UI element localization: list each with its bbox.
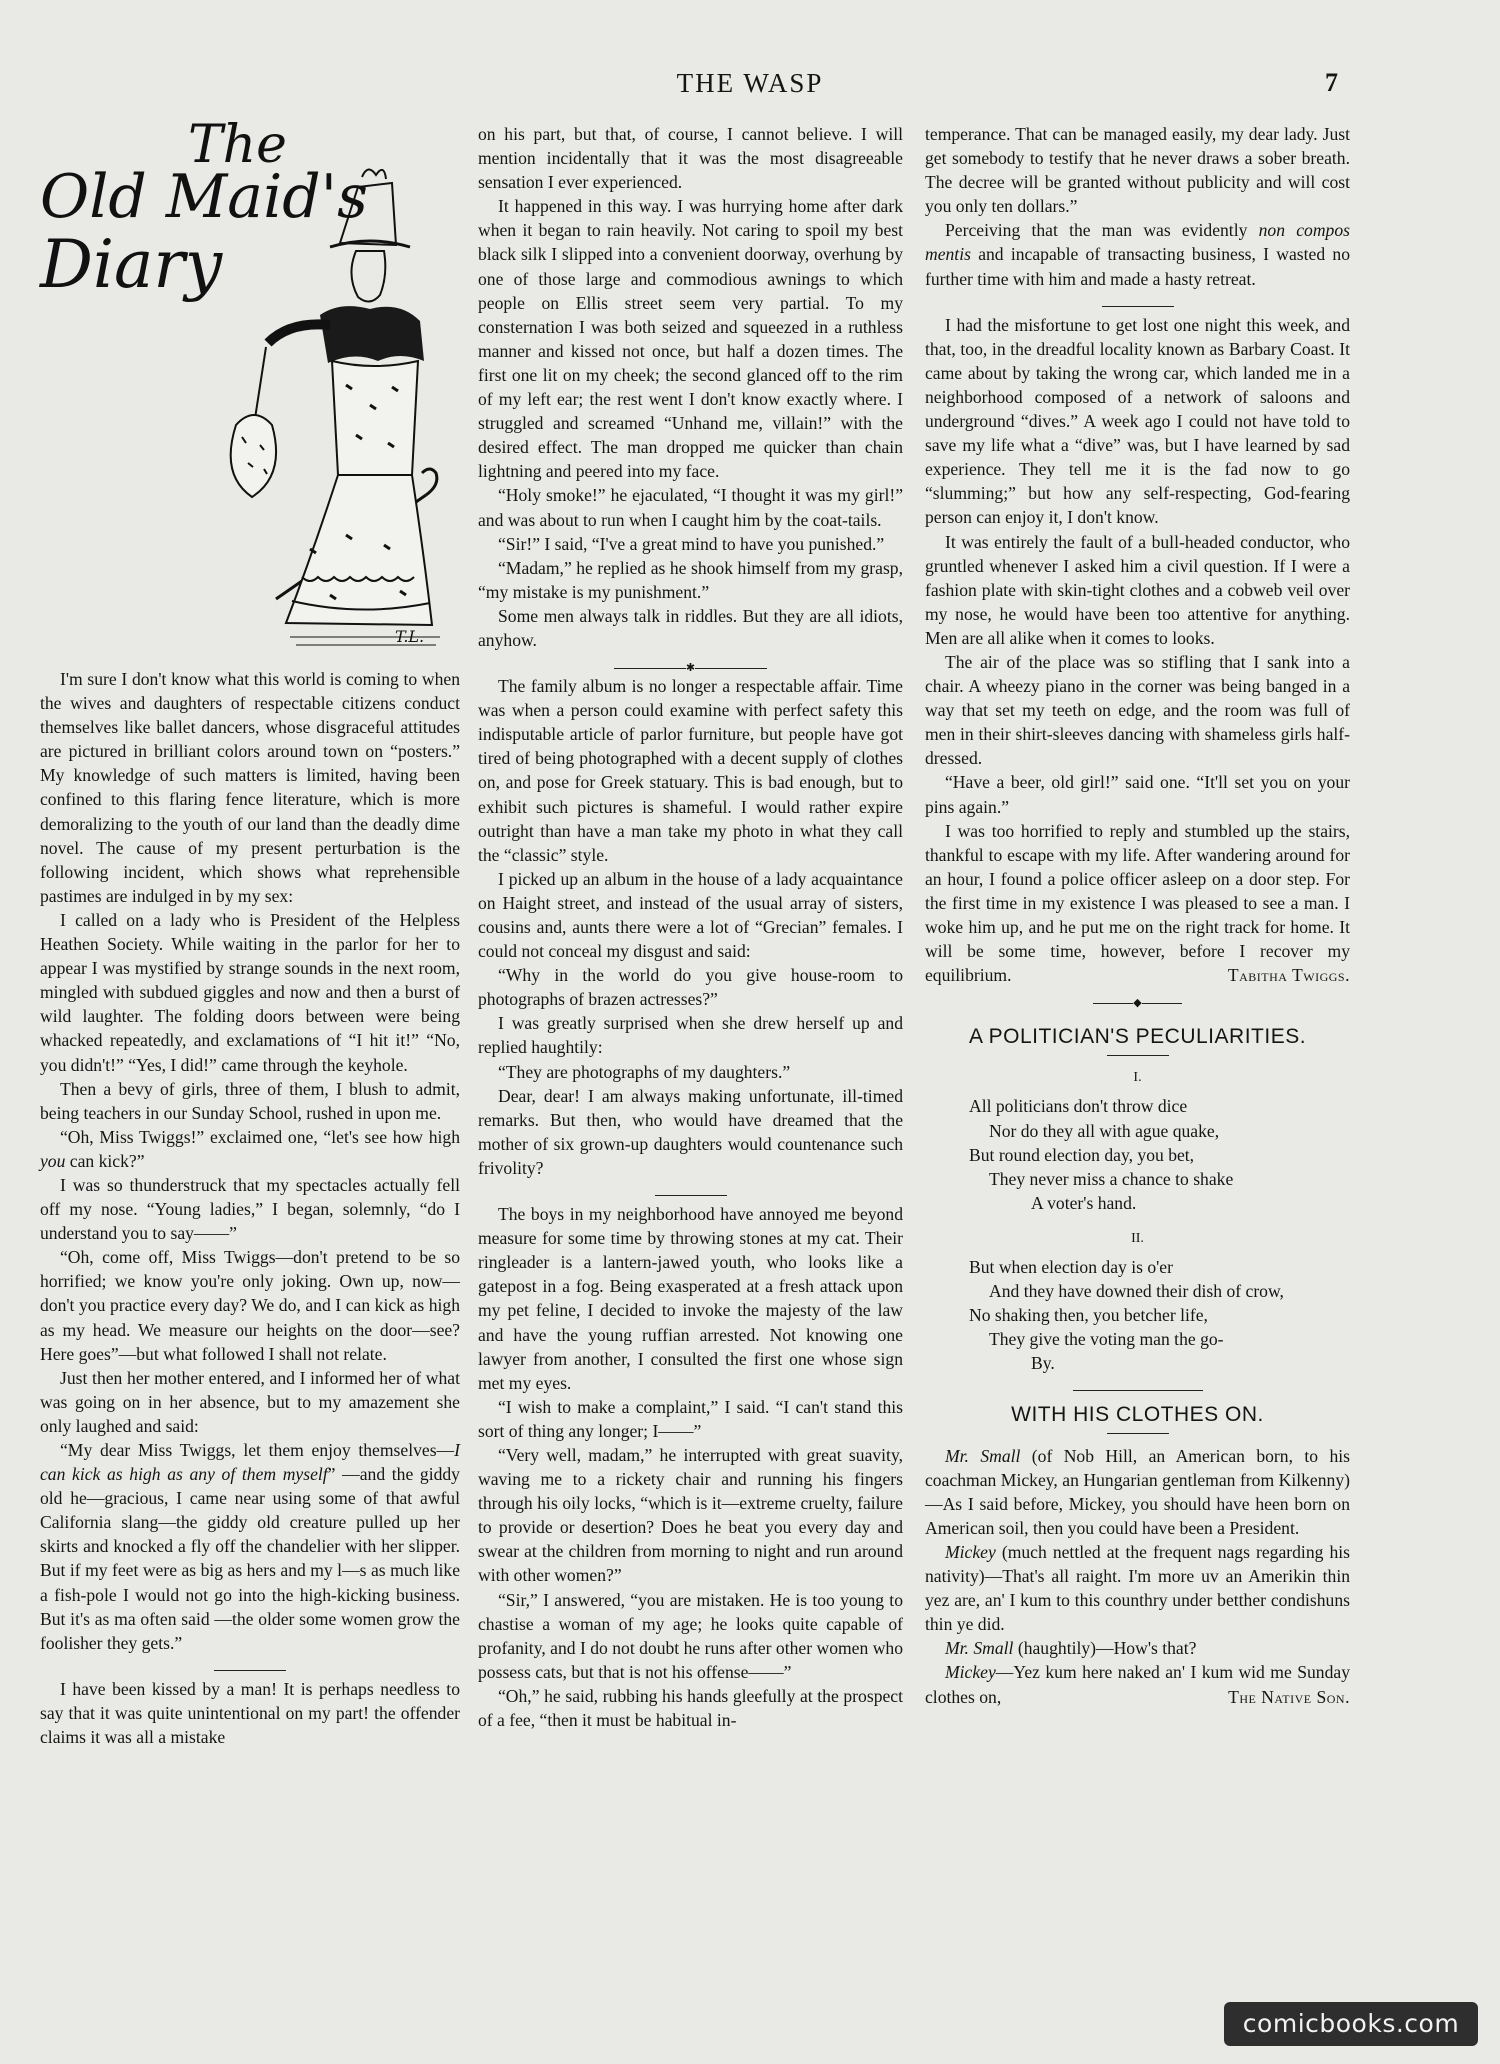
text-run: —Yez kum here naked an' I kum wid me Sunday clothes on, bbox=[925, 1662, 1350, 1707]
italic-text: you bbox=[40, 1150, 66, 1171]
text-run: Perceiving that the man was evidently bbox=[945, 220, 1259, 241]
section-rule bbox=[1073, 1390, 1203, 1391]
illustration-title-line-3: Diary bbox=[40, 226, 223, 303]
paragraph bbox=[925, 819, 1350, 988]
text-run: (haughtily)—How's that? bbox=[1013, 1638, 1197, 1659]
section-divider bbox=[925, 989, 1350, 1010]
paragraph: “Have a beer, old girl!” said one. “It'll set you on your pins again.” bbox=[925, 772, 1350, 817]
watermark-text: comicbooks.com bbox=[1242, 2009, 1460, 2038]
italic-text: non compos mentis bbox=[925, 220, 1350, 265]
stanza-number: II. bbox=[1131, 1230, 1144, 1246]
heading-rule bbox=[1107, 1055, 1169, 1056]
paragraph: “They are photographs of my daughters.” bbox=[498, 1061, 791, 1082]
verse-line: They never miss a chance to shake bbox=[989, 1168, 1234, 1189]
paragraph bbox=[40, 1125, 460, 1173]
signature: Tabitha Twiggs. bbox=[1227, 965, 1350, 986]
paragraph: temperance. That can be managed easily, my dear lady. Just get somebody to testify that he never draws a sober breath. The decree will be granted without publicity and will cost you only ten dollars.” bbox=[925, 124, 1350, 217]
text-run: “My dear Miss Twiggs, let them enjoy themselves— bbox=[60, 1440, 455, 1460]
diamond-ornament-icon: ◆ bbox=[1133, 997, 1142, 1010]
section-divider bbox=[40, 1657, 460, 1673]
paragraph: Dear, dear! I am always making unfortunate, ill-timed remarks. But then, who would have dreamed that the mother of six grown-up daughters would countenance such frivolity? bbox=[478, 1085, 903, 1178]
column-2 bbox=[478, 122, 903, 1732]
publication-title: THE WASP bbox=[676, 68, 824, 98]
paragraph: Then a bevy of girls, three of them, I blush to admit, being teachers in our Sunday School, rushed in upon me. bbox=[40, 1078, 460, 1123]
verse-line: But when election day is o'er bbox=[969, 1257, 1173, 1278]
verse-line: They give the voting man the go- bbox=[989, 1329, 1224, 1350]
verse-line: But round election day, you bet, bbox=[969, 1144, 1195, 1165]
paragraph: “Madam,” he replied as he shook himself from my grasp, “my mistake is my punishment.” bbox=[478, 557, 903, 602]
text-run: and incapable of transacting business, I wasted no further time with him and made a hasty retreat. bbox=[925, 244, 1350, 289]
speaker-name: Mr. Small bbox=[945, 1638, 1014, 1659]
paragraph: The air of the place was so stifling that I sank into a chair. A wheezy piano in the corner was being banged in a way that set my teeth on edge, and the room was full of men in their shirt-sleeves dancing with shameless girls half-dressed. bbox=[925, 651, 1350, 769]
paragraph: “Very well, madam,” he interrupted with great suavity, waving me to a rickety chair and running his fingers through his oily locks, “which is it—extreme cruelty, failure to provide or desertion? Does he beat you every day and swear at the children from morning to night and run around with other women?” bbox=[478, 1444, 903, 1586]
section-divider bbox=[478, 1182, 903, 1198]
text-run: can kick?” bbox=[65, 1150, 145, 1171]
verse-line: All politicians don't throw dice bbox=[969, 1096, 1188, 1117]
section-divider bbox=[925, 293, 1350, 309]
paragraph: “Why in the world do you give house-room to photographs of brazen actresses?” bbox=[478, 965, 903, 1010]
paragraph: Some men always talk in riddles. But they are all idiots, anyhow. bbox=[478, 605, 903, 650]
page-number: 7 bbox=[1325, 68, 1338, 97]
paragraph: I was greatly surprised when she drew herself up and replied haughtily: bbox=[478, 1013, 903, 1058]
artist-initials: T.L. bbox=[395, 627, 425, 646]
section-divider bbox=[478, 654, 903, 674]
bug-ornament-icon: ✱ bbox=[685, 661, 696, 674]
paragraph: “Oh, come off, Miss Twiggs—don't pretend to be so horrified; we know you're only joking. Own up, now—don't you practice every day? We do, and I can kick as high as my head. We measure our heights on the door—see? Here goes”—but what followed I shall not relate. bbox=[40, 1247, 460, 1364]
paragraph: “Sir!” I said, “I've a great mind to have you punished.” bbox=[498, 533, 885, 554]
paragraph: I have been kissed by a man! It is perhaps needless to say that it was quite unintentional on my part! the offender claims it was all a mistake bbox=[40, 1678, 460, 1748]
old-maid-illustration bbox=[40, 115, 460, 655]
poem-stanza-1 bbox=[969, 1094, 1350, 1214]
paragraph: “Holy smoke!” he ejaculated, “I thought it was my girl!” and was about to run when I caught him by the coat-tails. bbox=[478, 485, 903, 530]
speaker-name: Mickey bbox=[945, 1541, 996, 1562]
verse-line: By. bbox=[1031, 1353, 1055, 1374]
paragraph: I had the misfortune to get lost one night this week, and that, too, in the dreadful locality known as Barbary Coast. It came about by taking the wrong car, which landed me in a neighborhood composed of a network of saloons and underground “dives.” A week ago I could not have told to save my life what a “dive” was, but I have learned by sad experience. They tell me it is the fad now to go “slumming;” but how any self-respecting, God-fearing person can enjoy it, I don't know. bbox=[925, 314, 1350, 528]
paragraph: I'm sure I don't know what this world is coming to when the wives and daughters of respectable citizens conduct themselves like ballet dancers, whose disgraceful attitudes are pictured in brilliant colors around town on “posters.” My knowledge of such matters is limited, having been confined to this flaring fence literature, which is more demoralizing to the youth of our land than the deadly dime novel. The cause of my present perturbation is the following incident, which shows what reprehensible pastimes are indulged in by my sex: bbox=[40, 669, 460, 906]
text-run: ” —and the giddy old he—gracious, I came near using some of that awful California slang—the giddy old creature pulled up her skirts and knocked a fly off the chandelier with her slipper. But if my feet were as big as hers and my l—s as much like a fish-pole I would not go into the high-kicking business. But it's as ma often said —the older some women grow the foolisher they gets.” bbox=[40, 1464, 460, 1653]
paragraph: It was entirely the fault of a bull-headed conductor, who gruntled whenever I asked him a civil question. If I were a fashion plate with skin-tight clothes and a cobweb veil over my nose, he would have been too attentive for anything. Men are all alike when it comes to looks. bbox=[925, 531, 1350, 648]
paragraph: I was so thunderstruck that my spectacles actually fell off my nose. “Young ladies,” I began, solemnly, “do I understand you to say——” bbox=[40, 1174, 460, 1244]
illustration-title-line-2: Old Maid's bbox=[40, 162, 368, 232]
poem-stanza-2 bbox=[969, 1255, 1350, 1375]
paragraph: Just then her mother entered, and I informed her of what was going on in her absence, but to my amazement she only laughed and said: bbox=[40, 1367, 460, 1436]
paragraph: “Sir,” I answered, “you are mistaken. He is too young to chastise a woman of my age; he looks quite capable of profanity, and I do not doubt he runs after other women who possess cats, but that is not his offense——” bbox=[478, 1589, 903, 1682]
running-head bbox=[0, 68, 1500, 102]
verse-line: And they have downed their dish of crow, bbox=[989, 1281, 1284, 1302]
paragraph bbox=[925, 1636, 1350, 1660]
paragraph bbox=[925, 1540, 1350, 1636]
speaker-name: Mickey bbox=[945, 1662, 996, 1683]
text-run: “Oh, Miss Twiggs!” exclaimed one, “let's see how high bbox=[60, 1126, 460, 1147]
signature: The Native Son. bbox=[1228, 1686, 1350, 1707]
paragraph bbox=[925, 218, 1350, 290]
paragraph: I picked up an album in the house of a lady acquaintance on Haight street, and instead of the usual array of sisters, cousins and, aunts there were a lot of “Grecian” females. I could not conceal my disgust and said: bbox=[478, 868, 903, 962]
column-3 bbox=[925, 122, 1350, 1709]
paragraph: The boys in my neighborhood have annoyed me beyond measure for some time by throwing stones at my cat. Their ringleader is a lantern-jawed youth, who looks like a gatepost in a fog. Being exasperated at a fresh attack upon my pet feline, I decided to invoke the majesty of the law and have the young ruffian arrested. Not knowing one lawyer from another, I consulted the first one whose sign met my eyes. bbox=[478, 1204, 903, 1393]
paragraph bbox=[925, 1444, 1350, 1540]
text-run: (of Nob Hill, an American born, to his coachman Mickey, an Hungarian gentleman from Kilkenny)—As I said before, Mickey, you should have heen born on American soil, then you could have been a President. bbox=[925, 1445, 1350, 1538]
stanza-number: I. bbox=[1133, 1070, 1142, 1086]
text-run: (much nettled at the frequent nags regarding his nativity)—That's all raight. I'm more uv an Amerikin thin yez are, an' I kum to this counthry under betther condishuns thin ye did. bbox=[925, 1541, 1350, 1635]
watermark bbox=[1224, 2002, 1478, 2046]
verse-line: Nor do they all with ague quake, bbox=[989, 1120, 1220, 1141]
verse-line: A voter's hand. bbox=[1031, 1192, 1137, 1213]
paragraph: “I wish to make a complaint,” I said. “I can't stand this sort of thing any longer; I——” bbox=[478, 1396, 903, 1441]
italic-text: I can kick as high as any of them myself bbox=[40, 1440, 460, 1485]
paragraph: The family album is no longer a respectable affair. Time was when a person could examine with perfect safety this indisputable article of parlor furniture, but people have got tired of being photographed with a decent supply of clothes on, and pose for Greek statuary. This is bad enough, but to exhibit such pictures is shameful. I would rather expire outright than have a man take my photo in what they call the “classic” style. bbox=[478, 676, 903, 865]
heading-rule bbox=[1107, 1433, 1169, 1434]
paragraph: I called on a lady who is President of the Helpless Heathen Society. While waiting in the parlor for her to appear I was mystified by strange sounds in the next room, mingled with subdued giggles and now and then a burst of wild laughter. The folding doors between were being whacked repeatedly, and exclamations of “I hit it!” “No, you didn't!” “Yes, I did!” came through the keyhole. bbox=[40, 909, 460, 1075]
paragraph: on his part, but that, of course, I cannot believe. I will mention incidentally that it was the most disagreeable sensation I ever experienced. bbox=[478, 124, 903, 193]
verse-line: No shaking then, you betcher life, bbox=[969, 1305, 1208, 1326]
speaker-name: Mr. Small bbox=[945, 1445, 1021, 1466]
paragraph: “Oh,” he said, rubbing his hands gleefully at the prospect of a fee, “then it must be habitual in- bbox=[478, 1685, 903, 1730]
paragraph: It happened in this way. I was hurrying home after dark when it began to rain heavily. Not caring to spoil my best black silk I slipped into a convenient doorway, overhung by one of those large and commodious awnings to which people on Ellis street seem very partial. To my consternation I was both seized and squeezed in a ruthless manner and kissed not once, but half a dozen times. The first one lit on my cheek; the second glanced off to the rim of my left ear; the rest went I don't know exactly where. I struggled and screamed “Unhand me, villain!” with the desired effect. The man dropped me quicker than chain lightning and peered into my face. bbox=[478, 196, 903, 482]
illustration-title-line-1: The bbox=[188, 115, 287, 175]
paragraph bbox=[925, 1660, 1350, 1708]
poem-heading: A POLITICIAN'S PECULIARITIES. bbox=[968, 1025, 1307, 1049]
column-1 bbox=[40, 115, 460, 1749]
paragraph bbox=[40, 1438, 460, 1655]
text-run: I was too horrified to reply and stumbled up the stairs, thankful to escape with my life. After wandering around for an hour, I found a police officer asleep on a door step. For the first time in my existence I was pleased to see a man. I woke him up, and he put me on the right track for home. It will be some time, however, before I recover my equilibrium. bbox=[925, 820, 1350, 986]
dialogue-heading: WITH HIS CLOTHES ON. bbox=[1011, 1402, 1264, 1426]
